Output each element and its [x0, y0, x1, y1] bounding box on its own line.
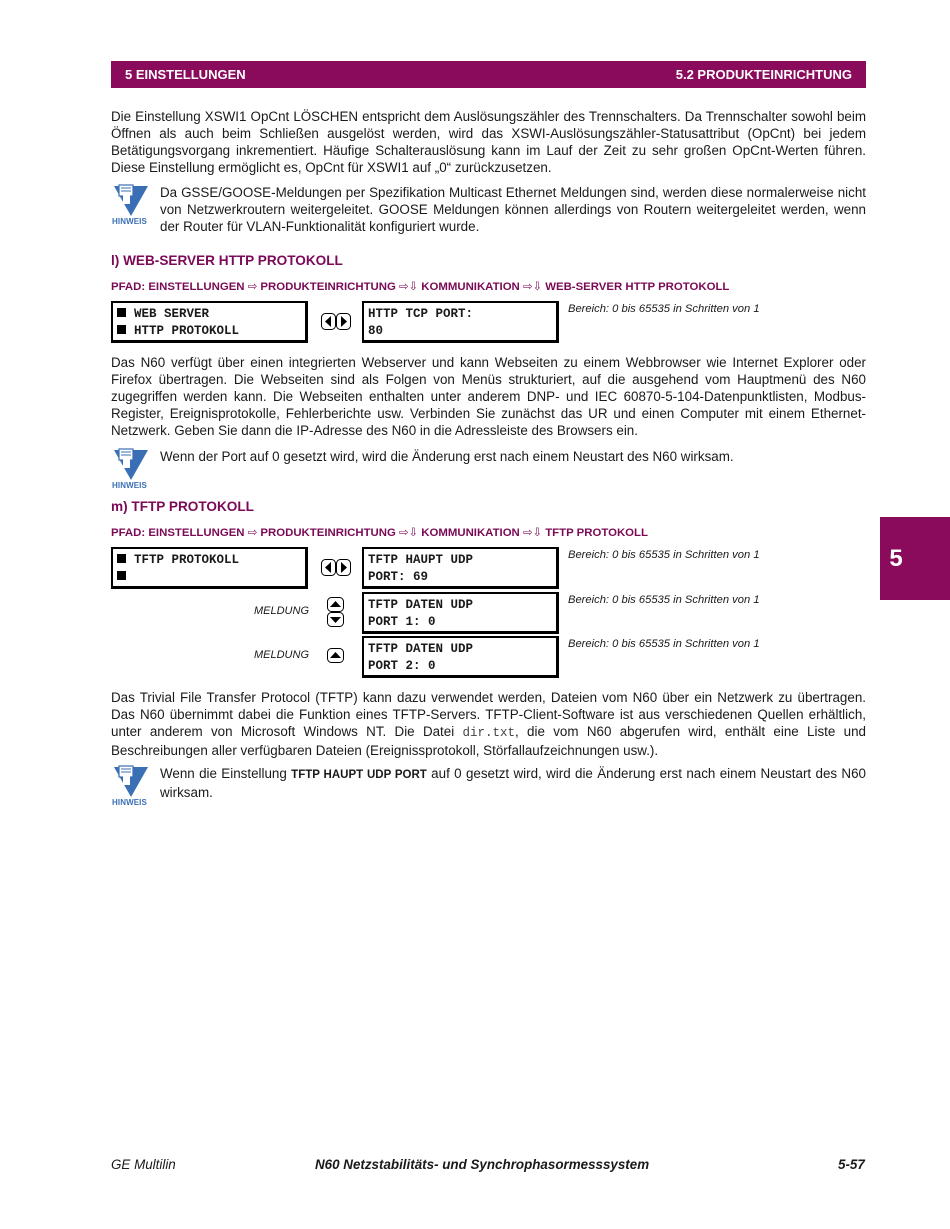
tftp-paragraph: Das Trivial File Transfer Protocol (TFTP) kann dazu verwendet werden, Dateien vom N60 über ein Netzwerk zu übertragen. Das N60 übernimmt dabei die Funktion eines TFTP-Servers. TFTP-Client-Software ist aus verschiedenen Quellen erhältlich, unter anderem von Microsoft Windows NT. Die Datei dir.txt, die vom N60 abgerufen wird, enthält eine Liste und Beschreibungen aller verfügbaren Dateien (Ereignissprotokoll, Störfallaufzeichnungen usw.). — [111, 690, 866, 758]
file-name-code: dir.txt — [462, 726, 516, 740]
note-label: HINWEIS — [112, 481, 147, 490]
footer-page-number: 5-57 — [838, 1157, 865, 1172]
note-icon — [111, 765, 151, 809]
left-right-keys-icon — [321, 313, 351, 335]
note-text-1: Da GSSE/GOOSE-Meldungen per Spezifikation Multicast Ethernet Meldungen sind, werden diese normalerweise nicht von Netzwerkroutern weitergeleitet. GOOSE Meldungen können allerdings von Routern weitergeleitet werden, wenn der Router für VLAN-Funktionalität konfiguriert wurde. — [160, 185, 866, 234]
setting-name: TFTP HAUPT UDP PORT — [291, 769, 427, 781]
header-section: 5.2 PRODUKTEINRICHTUNG — [675, 67, 852, 82]
menu-display-web-server: WEB SERVER HTTP PROTOKOLL — [111, 301, 308, 343]
message-label: MELDUNG — [254, 605, 310, 617]
range-tftp-data-port-1: Bereich: 0 bis 65535 in Schritten von 1 — [568, 594, 760, 606]
note-text-2: Wenn der Port auf 0 gesetzt wird, wird die Änderung erst nach einem Neustart des N60 wirksam. — [160, 449, 734, 464]
section-heading-web-server: l) WEB-SERVER HTTP PROTOKOLL — [111, 253, 343, 268]
hand-pointer-icon — [111, 184, 151, 218]
web-server-paragraph: Das N60 verfügt über einen integrierten Webserver und kann Webseiten zu einem Webbrowser wie Internet Explorer oder Firefox übertragen. Die Webseiten sind als Folgen von Menüs strukturiert, auf die ausgehend vom Hauptmenü des N60 zugegriffen werden kann. Die Webseiten enthalten unter anderem DNP- und IEC 60870-5-104-Datenpunktlisten, Modbus-Register, Ereignisprotokolle, Fehlerberichte usw. Verbinden Sie zunächst das UR und einen Computer mit einem Ethernet-Netzwerk. Geben Sie dann die IP-Adresse des N60 in die Adressleiste des Browsers ein. — [111, 355, 866, 438]
note-text-3: Wenn die Einstellung TFTP HAUPT UDP PORT auf 0 gesetzt wird, wird die Änderung erst nach einem Neustart des N60 wirksam. — [160, 766, 866, 800]
footer-company: GE Multilin — [111, 1157, 176, 1172]
setting-display-tftp-data-port-1: TFTP DATEN UDP PORT 1: 0 — [362, 592, 559, 634]
note-icon — [111, 448, 151, 492]
intro-paragraph: Die Einstellung XSWI1 OpCnt LÖSCHEN entspricht dem Auslösungszähler des Trennschalters. Da Trennschalter sowohl beim Öffnen als auch beim Schließen ausgelöst werden, wird das XSWI-Auslösungszähler-Statusattribut (OpCnt) bei jedem Betätigungsvorgang inkrementiert. Häufige Schalterauslösung kann im Lauf der Zeit zu sehr großen OpCnt-Werten führen. Diese Einstellung ermöglicht es, OpCnt für XSWI1 auf „0“ zurückzusetzen. — [111, 109, 866, 175]
note-icon — [111, 184, 151, 228]
range-http-port: Bereich: 0 bis 65535 in Schritten von 1 — [568, 303, 760, 315]
section-heading-tftp: m) TFTP PROTOKOLL — [111, 499, 254, 514]
menu-display-tftp: TFTP PROTOKOLL — [111, 547, 308, 589]
hand-pointer-icon — [111, 448, 151, 482]
range-tftp-main-port: Bereich: 0 bis 65535 in Schritten von 1 — [568, 549, 760, 561]
note-label: HINWEIS — [112, 217, 147, 226]
setting-display-tftp-data-port-2: TFTP DATEN UDP PORT 2: 0 — [362, 636, 559, 678]
range-tftp-data-port-2: Bereich: 0 bis 65535 in Schritten von 1 — [568, 638, 760, 650]
up-key-icon — [327, 648, 344, 668]
up-down-keys-icon — [327, 597, 344, 632]
left-right-keys-icon — [321, 559, 351, 581]
setting-display-tftp-main-port: TFTP HAUPT UDP PORT: 69 — [362, 547, 559, 589]
path-tftp: PFAD: EINSTELLUNGEN ⇨ PRODUKTEINRICHTUNG ⇨⇩ KOMMUNIKATION ⇨⇩ TFTP PROTOKOLL — [111, 527, 648, 539]
message-label: MELDUNG — [254, 649, 310, 661]
path-web-server: PFAD: EINSTELLUNGEN ⇨ PRODUKTEINRICHTUNG ⇨⇩ KOMMUNIKATION ⇨⇩ WEB-SERVER HTTP PROTOKOLL — [111, 281, 730, 293]
hand-pointer-icon — [111, 765, 151, 799]
setting-display-http-port: HTTP TCP PORT: 80 — [362, 301, 559, 343]
chapter-tab: 5 — [880, 517, 950, 600]
note-label: HINWEIS — [112, 798, 147, 807]
page-header-bar — [111, 61, 866, 88]
footer-product: N60 Netzstabilitäts- und Synchrophasormesssystem — [315, 1157, 650, 1172]
header-chapter: 5 EINSTELLUNGEN — [125, 67, 246, 82]
